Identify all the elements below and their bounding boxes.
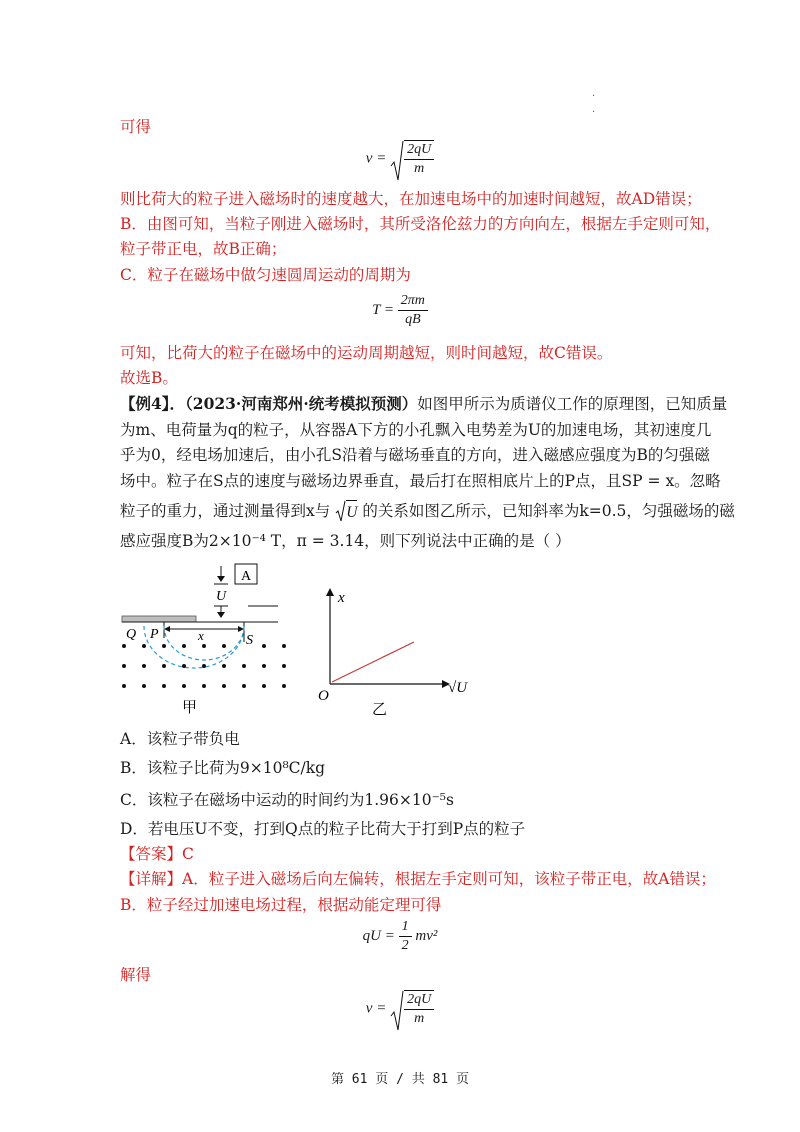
label-S: S [246, 633, 253, 648]
origin-label: O [318, 688, 329, 704]
detail-line: B．粒子经过加速电场过程，根据动能定理可得 [120, 896, 442, 914]
detail-line [120, 868, 716, 890]
option-b[interactable]: B．该粒子比荷为9×10⁸C/kg [120, 759, 326, 777]
eq-lhs: v = [365, 1000, 387, 1017]
x-sqrtU-graph [310, 580, 480, 720]
sqrt-radicand: U [346, 504, 358, 521]
detail-line: 解得 [120, 966, 152, 984]
text-line: 粒子带正电，故B正确； [120, 240, 287, 258]
detail-tag: 【详解】 [120, 870, 183, 888]
equation-velocity [0, 140, 800, 178]
example-text-with-root [120, 500, 735, 524]
example-text: 的关系如图乙所示，已知斜率为k=0.5，匀强磁场的磁 [362, 502, 735, 520]
sqrt-U [335, 500, 357, 524]
fraction-denominator: qB [405, 312, 421, 327]
eq-lhs: v = [365, 150, 387, 167]
mass-spectrometer-diagram [118, 560, 298, 720]
text-line: 故选B。 [120, 369, 178, 387]
text-line: 可知，比荷大的粒子在磁场中的运动周期越短，则时间越短，故C错误。 [120, 344, 613, 362]
equation-period [0, 292, 800, 329]
example-text: 为m、电荷量为q的粒子，从容器A下方的小孔飘入电势差为U的加速电场，其初速度几 [120, 421, 712, 439]
page-footer: 第 61 页 / 共 81 页 [330, 1072, 470, 1087]
equation-energy [0, 918, 800, 955]
text-line: 可得 [120, 118, 152, 136]
text-line: B．由图可知，当粒子刚进入磁场时，其所受洛伦兹力的方向向左，根据左手定则可知， [120, 215, 721, 233]
fraction-numerator: 2πm [398, 292, 428, 311]
eq-lhs: qU = [362, 927, 395, 944]
label-x: x [198, 628, 204, 643]
example-first-line [120, 393, 727, 415]
example-text: 粒子的重力，通过测量得到x与 [120, 502, 331, 520]
answer: 【答案】C [120, 845, 194, 863]
example-text: 如图甲所示为质谱仪工作的原理图，已知质量 [417, 395, 728, 413]
eq-rhs: mv² [415, 927, 438, 944]
axis-x-label: √U [448, 680, 468, 696]
fraction-denominator: m [414, 1011, 425, 1026]
option-c[interactable]: C．该粒子在磁场中运动的时间约为1.96×10⁻⁵s [120, 791, 454, 809]
caption-right: 乙 [372, 702, 388, 718]
axis-y-label: x [338, 590, 345, 606]
fraction-denominator: m [414, 161, 425, 176]
sqrt-symbol [390, 990, 434, 1028]
fraction-numerator: 2qU [404, 991, 434, 1010]
fraction-numerator: 2qU [404, 141, 434, 160]
sqrt-symbol [390, 140, 434, 178]
caption-left: 甲 [182, 700, 198, 716]
fraction-denominator: 2 [401, 938, 409, 953]
equation-velocity-2 [0, 990, 800, 1028]
eq-lhs: T = [372, 301, 395, 318]
example-text: 感应强度B为2×10⁻⁴ T，π = 3.14，则下列说法中正确的是（ ） [120, 532, 571, 550]
example-text: 乎为0，经电场加速后，由小孔S沿着与磁场垂直的方向，进入磁感应强度为B的匀强磁 [120, 446, 710, 464]
fraction-numerator: 1 [399, 918, 412, 937]
option-d[interactable]: D．若电压U不变，打到Q点的粒子比荷大于打到P点的粒子 [120, 820, 526, 838]
label-P: P [150, 627, 159, 642]
example-source: （2023·河南郑州·统考模拟预测） [185, 394, 418, 413]
magnetic-field-dots [122, 644, 286, 688]
text-line: C．粒子在磁场中做匀速圆周运动的周期为 [120, 266, 411, 284]
text-line: 则比荷大的粒子进入磁场时的速度越大，在加速电场中的加速时间越短，故AD错误； [120, 190, 702, 208]
label-Q: Q [126, 627, 137, 642]
detail-text: A．粒子进入磁场后向左偏转，根据左手定则可知，该粒子带正电，故A错误； [182, 870, 716, 888]
option-a[interactable]: A．该粒子带负电 [120, 730, 240, 748]
label-U: U [216, 589, 227, 604]
example-tag: 【例4】． [120, 394, 186, 413]
corner-marks: . . [592, 88, 596, 115]
example-text: 场中。粒子在S点的速度与磁场边界垂直，最后打在照相底片上的P点，且SP = x。忽略 [120, 472, 721, 490]
label-A: A [241, 569, 252, 584]
graph-line [332, 642, 414, 682]
